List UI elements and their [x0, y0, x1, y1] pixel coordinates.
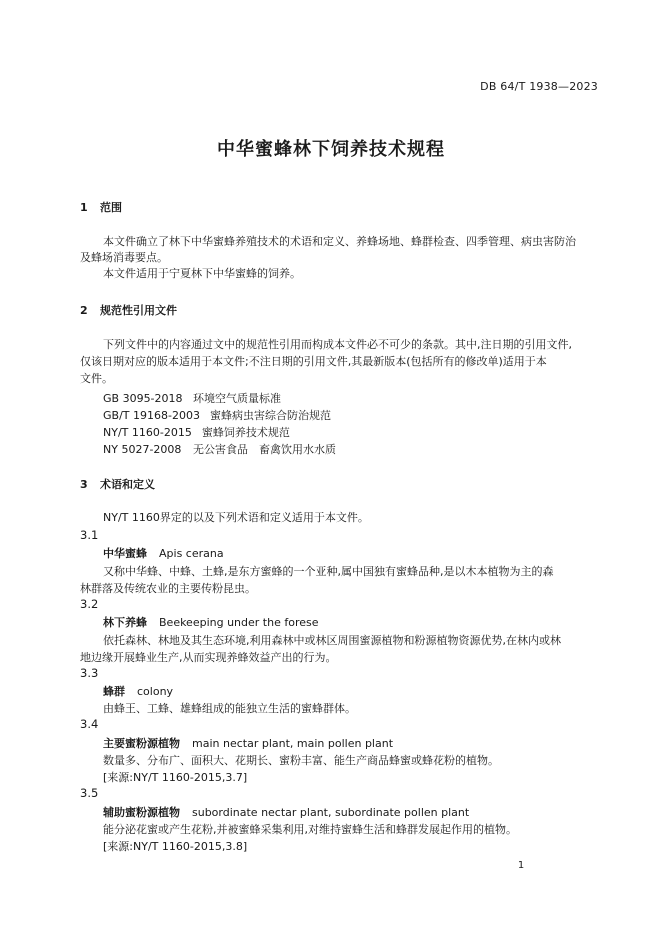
term-number: 3.1 [80, 528, 99, 542]
term-number: 3.4 [80, 717, 99, 731]
reference-code: NY/T 1160-2015 [103, 426, 192, 439]
section-number: 1 [80, 201, 88, 214]
scope-paragraph-line: 本文件确立了林下中华蜜蜂养殖技术的术语和定义、养蜂场地、蜂群检查、四季管理、病虫害防治 [103, 235, 576, 248]
references-intro-line: 文件。 [80, 372, 113, 385]
term-definition-line: 又称中华蜂、中蜂、土蜂,是东方蜜蜂的一个亚种,属中国独有蜜蜂品种,是以木本植物为主的森 [103, 565, 554, 578]
term-heading [103, 683, 173, 699]
section-number: 2 [80, 304, 88, 317]
standard-number: DB 64/T 1938—2023 [480, 80, 598, 93]
term-english: Apis cerana [159, 547, 224, 560]
term-heading [103, 735, 393, 751]
references-intro-line: 仅该日期对应的版本适用于本文件;不注日期的引用文件,其最新版本(包括所有的修改单)适用于本 [80, 355, 547, 368]
references-intro-line: 下列文件中的内容通过文中的规范性引用而构成本文件必不可少的条款。其中,注日期的引用文件, [103, 338, 572, 351]
term-definition-line: 林群落及传统农业的主要传粉昆虫。 [80, 582, 256, 595]
section-heading-scope [80, 199, 122, 215]
term-definition-line: 地边缘开展蜂业生产,从而实现养蜂效益产出的行为。 [80, 651, 337, 664]
term-source: [来源:NY/T 1160-2015,3.7] [103, 771, 248, 784]
reference-code: GB 3095-2018 [103, 392, 183, 405]
scope-paragraph-line: 本文件适用于宁夏林下中华蜜蜂的饲养。 [103, 267, 301, 280]
reference-code: GB/T 19168-2003 [103, 409, 200, 422]
term-english: colony [137, 685, 174, 698]
reference-code: NY 5027-2008 [103, 443, 182, 456]
term-number: 3.5 [80, 786, 99, 800]
term-number: 3.3 [80, 666, 99, 680]
term-heading [103, 545, 224, 561]
reference-name: 环境空气质量标准 [193, 392, 281, 405]
term-chinese: 辅助蜜粉源植物 [103, 806, 180, 819]
page-number: 1 [517, 860, 525, 871]
reference-item [103, 390, 281, 406]
terms-intro: NY/T 1160界定的以及下列术语和定义适用于本文件。 [103, 511, 369, 524]
section-title: 规范性引用文件 [100, 304, 177, 317]
reference-name: 蜜蜂饲养技术规范 [201, 426, 290, 439]
term-number: 3.2 [80, 597, 99, 611]
term-chinese: 中华蜜蜂 [103, 547, 147, 560]
reference-item [103, 407, 331, 423]
term-heading [103, 804, 469, 820]
term-definition-line: 数量多、分布广、面积大、花期长、蜜粉丰富、能生产商品蜂蜜或蜂花粉的植物。 [103, 754, 499, 767]
reference-name: 无公害食品 畜禽饮用水水质 [193, 443, 336, 456]
term-definition-line: 依托森林、林地及其生态环境,利用森林中或林区周围蜜源植物和粉源植物资源优势,在林内或林 [103, 634, 561, 647]
term-source: [来源:NY/T 1160-2015,3.8] [103, 840, 248, 853]
term-english: subordinate nectar plant, subordinate pollen plant [192, 806, 470, 819]
term-chinese: 主要蜜粉源植物 [103, 737, 180, 750]
section-title: 范围 [100, 201, 122, 214]
term-english: main nectar plant, main pollen plant [192, 737, 394, 750]
section-heading-normative-references [80, 302, 177, 318]
reference-name: 蜜蜂病虫害综合防治规范 [209, 409, 331, 422]
reference-item [103, 424, 290, 440]
term-heading [103, 614, 319, 630]
reference-item [103, 441, 336, 457]
term-chinese: 林下养蜂 [103, 616, 147, 629]
section-title: 术语和定义 [100, 478, 155, 491]
term-definition-line: 由蜂王、工蜂、雄蜂组成的能独立生活的蜜蜂群体。 [103, 702, 356, 715]
scope-paragraph-line: 及蜂场消毒要点。 [80, 251, 168, 264]
document-title: 中华蜜蜂林下饲养技术规程 [217, 139, 445, 160]
term-chinese: 蜂群 [103, 685, 125, 698]
section-number: 3 [80, 478, 88, 491]
term-english: Beekeeping under the forese [159, 616, 319, 629]
section-heading-terms [80, 476, 155, 492]
term-definition-line: 能分泌花蜜或产生花粉,并被蜜蜂采集利用,对维持蜜蜂生活和蜂群发展起作用的植物。 [103, 823, 517, 836]
